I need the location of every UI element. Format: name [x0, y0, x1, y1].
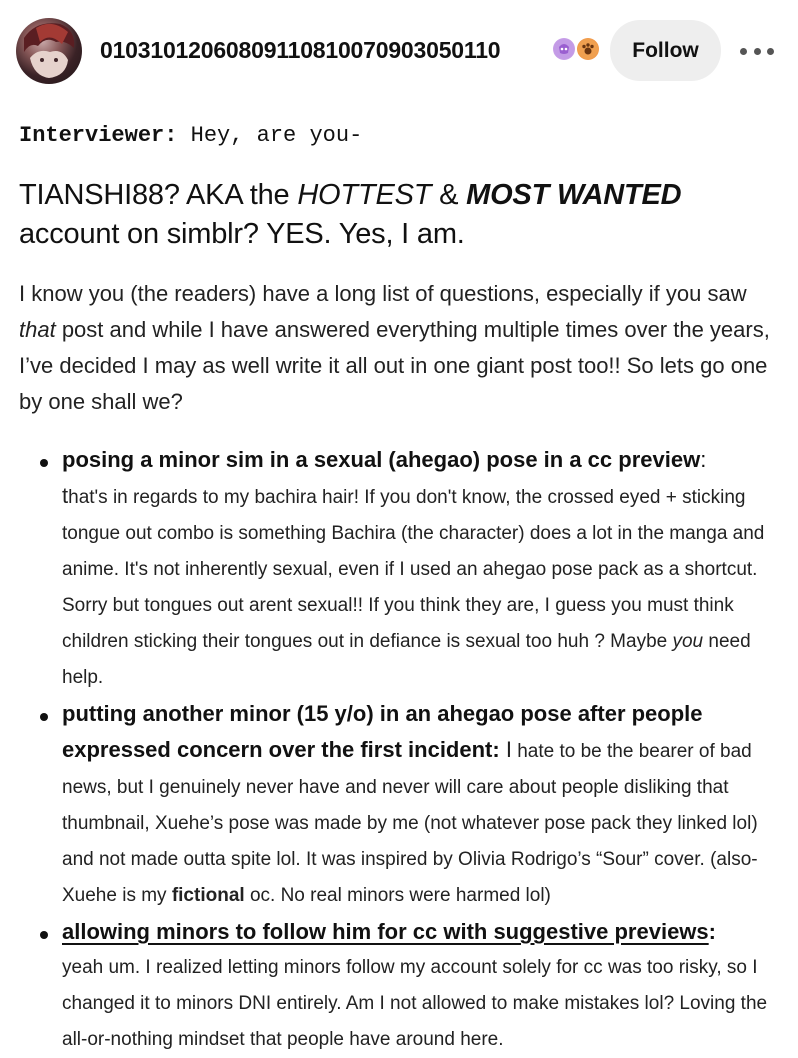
answer-2: hate to be the bearer of bad news, but I genuinely never have and never will care about people disliking that thumbnail, Xuehe’s pose was made by me (not whatever pose pack they linked lol) and not made outta spite lol. It was inspired by Olivia Rodrigo’s “Sour” cover. (also- Xuehe is my	[62, 741, 758, 906]
interviewer-line	[19, 116, 779, 156]
follow-button[interactable]: Follow	[610, 20, 721, 81]
heading-hottest: HOTTEST	[297, 179, 432, 211]
question-2: putting another minor (15 y/o) in an ahegao pose after people expressed concern over the first incident:	[62, 701, 703, 762]
question-3-colon: :	[708, 919, 716, 944]
purple-badge-icon	[553, 38, 575, 60]
avatar[interactable]	[16, 18, 82, 84]
post-heading	[19, 176, 779, 254]
heading-part2: account on simblr? YES. Yes, I am.	[19, 218, 465, 250]
more-horizontal-icon[interactable]	[740, 40, 774, 62]
answer-1: hat's in regards to my bachira hair! If you don't know, the crossed eyed + sticking tongue out combo is something Bachira (the character) does a lot in the manga and anime. It's not inherently sexual, even if I used an ahegao pose pack as a shortcut. Sorry but tongues out arent sexual!! If you think they are, I guess you must think children sticking their tongues out in defiance is sexual too huh ? Maybe	[62, 487, 765, 652]
interviewer-text: Hey, are you-	[177, 123, 363, 148]
post-body	[19, 116, 779, 1058]
answer-2-end: oc. No real minors were harmed lol)	[244, 885, 551, 906]
heading-part1: TIANSHI88? AKA the	[19, 179, 298, 211]
answer-1-emph: you	[672, 631, 704, 652]
intro-part1: I know you (the readers) have a long list of questions, especially if you saw	[19, 281, 747, 306]
list-item	[62, 442, 779, 696]
question-1-colon: :	[700, 447, 707, 472]
blog-name[interactable]: 01031012060809110810070903050110	[100, 37, 501, 63]
dot	[740, 48, 747, 55]
post-header	[0, 0, 798, 100]
intro-paragraph	[19, 276, 779, 420]
dot	[754, 48, 761, 55]
answer-2-bold: fictional	[171, 885, 245, 906]
heading-most-wanted: MOST WANTED	[466, 179, 682, 211]
heading-amp: &	[431, 179, 467, 211]
qa-list	[19, 442, 779, 1058]
question-3-link[interactable]: allowing minors to follow him for cc with suggestive previews	[62, 919, 709, 944]
dot	[767, 48, 774, 55]
intro-emph: that	[19, 317, 56, 342]
answer-1-end: need help.	[62, 631, 751, 688]
intro-part2: post and while I have answered everything multiple times over the years, I’ve decided I may as well write it all out in one giant post too!! So lets go one by one shall we?	[19, 317, 770, 414]
orange-paw-badge-icon	[577, 38, 599, 60]
answer-2-lead: I	[499, 737, 512, 762]
question-1: posing a minor sim in a sexual (ahegao) pose in a cc preview	[62, 447, 701, 472]
interviewer-label: Interviewer:	[19, 123, 178, 148]
answer-1-lead: t	[62, 483, 69, 508]
answer-3: yeah um. I realized letting minors follow my account solely for cc was too risky, so I changed it to minors DNI entirely. Am I not allowed to make mistakes lol? Loving the all-or-nothing mindset that people have around here.	[62, 957, 768, 1050]
list-item	[62, 696, 779, 914]
list-item	[62, 914, 779, 1058]
